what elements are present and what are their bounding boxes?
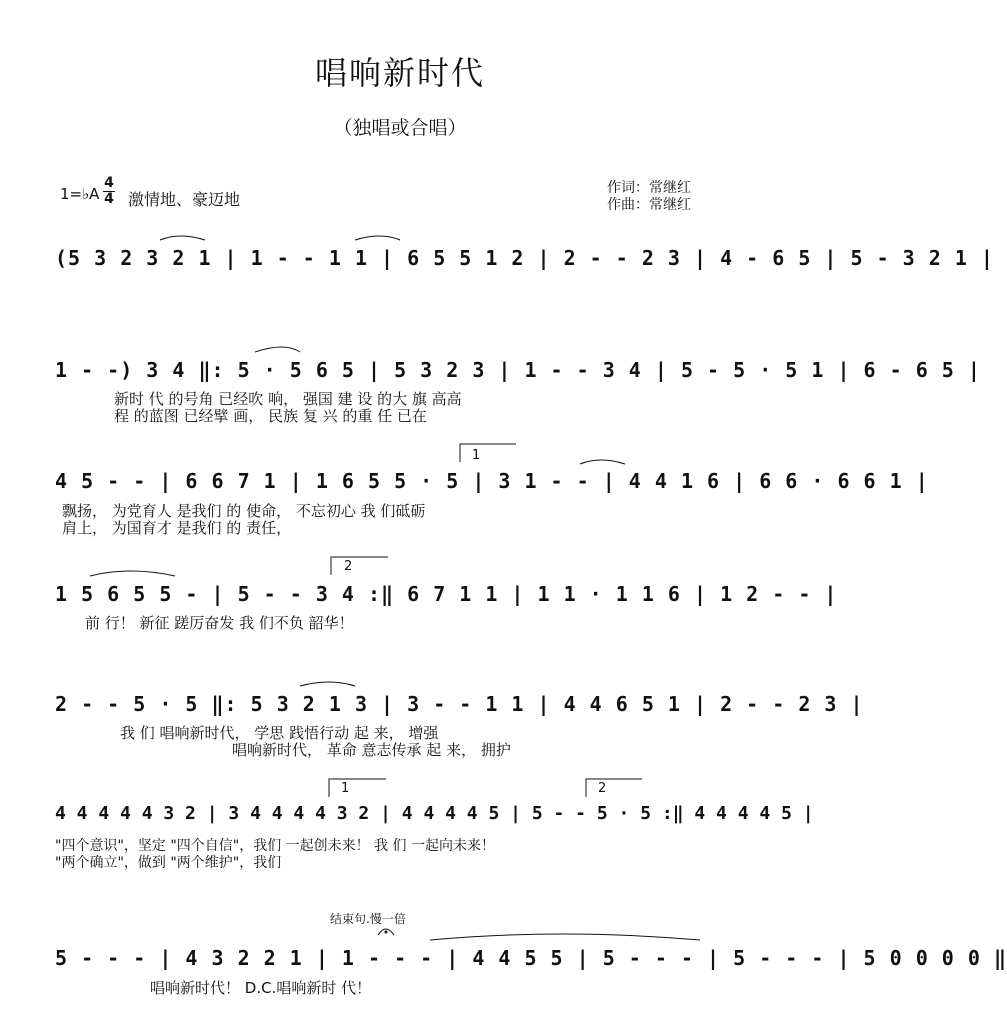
fermata-dot xyxy=(385,931,388,934)
score-row-1: (5 3 2 3 2 1 | 1 - - 1 1 | 6 5 5 1 2 | 2 - - 2 3 | 4 - 6 5 | 5 - 3 2 1 | xyxy=(55,246,994,270)
slur-row-3 xyxy=(580,460,625,464)
lyricist-credit: 作词：常继红 xyxy=(607,180,691,196)
lyric-row-2-verse-2: 程 的蓝图 已经擘 画， 民族 复 兴 的重 任 已在 xyxy=(114,407,427,425)
slur-row-7 xyxy=(430,934,700,940)
slur-row-5 xyxy=(300,682,355,686)
score-row-7: 5 - - - | 4 3 2 2 1 | 1 - - - | 4 4 5 5 | 5 - - - | 5 - - - | 5 0 0 0 0 ‖ xyxy=(55,946,1007,970)
tempo-marking: 激情地、豪迈地 xyxy=(128,190,241,209)
volta-1-row-3: 1 xyxy=(472,448,481,463)
lyric-row-6-verse-2: "两个确立"，做到 "两个维护"，我们 xyxy=(55,855,282,871)
score-row-5: 2 - - 5 · 5 ‖: 5 3 2 1 3 | 3 - - 1 1 | 4 4 6 5 1 | 2 - - 2 3 | xyxy=(55,692,864,716)
lyric-row-3-verse-1: 飘扬， 为党育人 是我们 的 使命， 不忘初心 我 们砥砺 xyxy=(62,502,426,520)
volta-1-row-6: 1 xyxy=(341,781,350,796)
lyric-row-4-verse-1: 前 行！ 新征 蹉厉奋发 我 们不负 韶华！ xyxy=(85,614,354,632)
slur-row-2 xyxy=(255,347,300,352)
time-bottom: 4 xyxy=(104,191,114,207)
lyric-row-5-verse-2: 唱响新时代， 革命 意志传承 起 来， 拥护 xyxy=(232,741,511,759)
lyric-row-5-verse-1: 我 们 唱响新时代， 学思 践悟行动 起 来， 增强 xyxy=(120,724,439,742)
time-top: 4 xyxy=(104,175,114,191)
volta-bracket-row-6b xyxy=(586,779,642,797)
score-row-6: 4 4 4 4 4 3 2 | 3 4 4 4 4 3 2 | 4 4 4 4 5 | 5 - - 5 · 5 :‖ 4 4 4 4 5 | xyxy=(55,803,814,824)
composer-credit: 作曲：常继红 xyxy=(607,197,691,213)
volta-bracket-row-4 xyxy=(331,557,388,575)
lyric-row-7-verse-1: 唱响新时代！ D.C.唱响新时 代！ xyxy=(150,979,372,997)
score-row-4: 1 5 6 5 5 - | 5 - - 3 4 :‖ 6 7 1 1 | 1 1 · 1 1 6 | 1 2 - - | xyxy=(55,582,838,606)
song-title: 唱响新时代 xyxy=(314,54,485,92)
lyric-row-2-verse-1: 新时 代 的号角 已经吹 响， 强国 建 设 的大 旗 高高 xyxy=(114,390,462,408)
slur-row-4 xyxy=(90,571,175,576)
score-row-2: 1 - -) 3 4 ‖: 5 · 5 6 5 | 5 3 2 3 | 1 - - 3 4 | 5 - 5 · 5 1 | 6 - 6 5 | xyxy=(55,358,981,382)
slur-row-1b xyxy=(355,236,400,240)
score-row-3: 4 5 - - | 6 6 7 1 | 1 6 5 5 · 5 | 3 1 - - | 4 4 1 6 | 6 6 · 6 6 1 | xyxy=(55,469,929,493)
ending-annotation: 结束句.慢一倍 xyxy=(330,912,406,926)
volta-2-row-4: 2 xyxy=(344,559,353,574)
volta-bracket-row-3 xyxy=(460,444,516,462)
slur-row-1 xyxy=(160,236,205,240)
key-signature: 1=♭A xyxy=(60,185,100,203)
lyric-row-3-verse-2: 肩上， 为国育才 是我们 的 责任， xyxy=(62,519,292,537)
lyric-row-6-verse-1: "四个意识"，坚定 "四个自信"，我们 一起创未来！ 我 们 一起向未来！ xyxy=(55,838,496,854)
volta-2-row-6: 2 xyxy=(598,781,607,796)
song-subtitle: （独唱或合唱） xyxy=(333,117,467,139)
volta-bracket-row-6a xyxy=(329,779,386,797)
